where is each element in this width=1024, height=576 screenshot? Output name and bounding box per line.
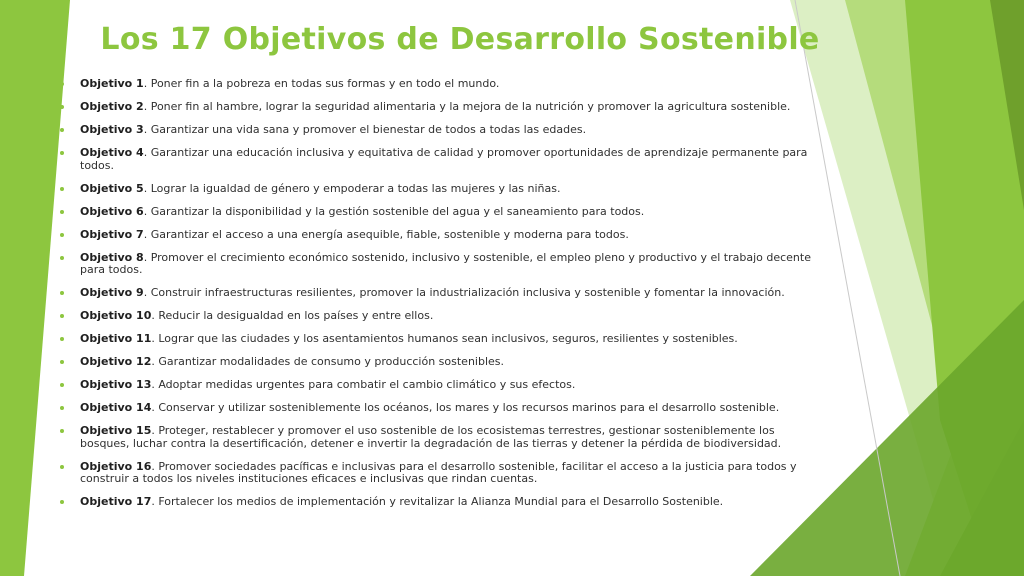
objective-label: Objetivo 10 bbox=[80, 309, 152, 322]
objective-label: Objetivo 12 bbox=[80, 355, 152, 368]
list-item bbox=[58, 124, 818, 137]
objective-label: Objetivo 2 bbox=[80, 100, 144, 113]
objective-text: . Fortalecer los medios de implementación y revitalizar la Alianza Mundial para el Desarrollo Sostenible. bbox=[151, 495, 724, 508]
objective-text: . Adoptar medidas urgentes para combatir el cambio climático y sus efectos. bbox=[151, 378, 576, 391]
objective-text: . Reducir la desigualdad en los países y entre ellos. bbox=[151, 309, 434, 322]
objective-text: . Poner fin al hambre, lograr la seguridad alimentaria y la mejora de la nutrición y promover la agricultura sostenible. bbox=[143, 100, 791, 113]
objective-label: Objetivo 8 bbox=[80, 250, 144, 264]
list-item bbox=[58, 147, 818, 172]
objective-text: . Poner fin a la pobreza en todas sus formas y en todo el mundo. bbox=[143, 77, 500, 90]
objective-text: . Garantizar una vida sana y promover el bienestar de todos a todas las edades. bbox=[143, 123, 587, 136]
objective-label: Objetivo 13 bbox=[80, 378, 152, 391]
list-item bbox=[58, 252, 818, 277]
objective-text: . Lograr que las ciudades y los asentamientos humanos sean inclusivos, seguros, resilientes y sostenibles. bbox=[151, 332, 738, 345]
objective-label: Objetivo 17 bbox=[80, 495, 152, 508]
objective-label: Objetivo 1 bbox=[80, 77, 144, 90]
objective-label: Objetivo 9 bbox=[80, 286, 144, 299]
list-item bbox=[58, 356, 818, 369]
objective-label: Objetivo 4 bbox=[80, 146, 144, 159]
objective-label: Objetivo 14 bbox=[80, 401, 152, 414]
objective-text: . Construir infraestructuras resilientes, promover la industrialización inclusiva y sostenible y fomentar la innovación. bbox=[143, 286, 785, 299]
objective-text: . Garantizar la disponibilidad y la gestión sostenible del agua y el saneamiento para todos. bbox=[143, 204, 645, 218]
objective-text: . Conservar y utilizar sosteniblemente los océanos, los mares y los recursos marinos para el desarrollo sostenible. bbox=[151, 401, 780, 414]
objective-label: Objetivo 15 bbox=[80, 424, 152, 437]
objective-text: . Promover sociedades pacíficas e inclusivas para el desarrollo sostenible, facilitar el acceso a la justicia para todos y construir a todos los niveles instituciones eficaces e inclusivas que rindan cuentas. bbox=[80, 459, 797, 485]
slide-title: Los 17 Objetivos de Desarrollo Sostenible bbox=[100, 22, 820, 57]
list-item bbox=[58, 229, 818, 242]
list-item bbox=[58, 78, 818, 91]
objective-label: Objetivo 3 bbox=[80, 123, 144, 136]
list-item bbox=[58, 101, 818, 114]
objective-text: . Lograr la igualdad de género y empoderar a todas las mujeres y las niñas. bbox=[143, 181, 561, 195]
objective-text: . Promover el crecimiento económico sostenido, inclusivo y sostenible, el empleo pleno y productivo y el trabajo decente para todos. bbox=[80, 250, 811, 276]
objectives-list bbox=[58, 78, 818, 519]
list-item bbox=[58, 287, 818, 300]
list-item bbox=[58, 183, 818, 196]
objective-text: . Garantizar una educación inclusiva y equitativa de calidad y promover oportunidades de aprendizaje permanente para todos. bbox=[80, 146, 808, 172]
list-item bbox=[58, 425, 818, 450]
list-item bbox=[58, 402, 818, 415]
list-item bbox=[58, 461, 818, 486]
list-item bbox=[58, 379, 818, 392]
list-item bbox=[58, 310, 818, 323]
objective-text: . Proteger, restablecer y promover el uso sostenible de los ecosistemas terrestres, gestionar sosteniblemente los bosques, luchar contra la desertificación, detener e invertir la degradación de las tierras y detener la pérdida de biodiversidad. bbox=[80, 424, 782, 450]
objective-label: Objetivo 7 bbox=[80, 227, 144, 241]
objective-label: Objetivo 5 bbox=[80, 181, 144, 195]
objective-label: Objetivo 11 bbox=[80, 332, 152, 345]
list-item bbox=[58, 333, 818, 346]
list-item bbox=[58, 496, 818, 509]
objective-text: . Garantizar el acceso a una energía asequible, fiable, sostenible y moderna para todos. bbox=[143, 227, 629, 241]
objective-label: Objetivo 16 bbox=[80, 459, 152, 473]
objective-text: . Garantizar modalidades de consumo y producción sostenibles. bbox=[151, 355, 505, 368]
objective-label: Objetivo 6 bbox=[80, 204, 144, 218]
list-item bbox=[58, 206, 818, 219]
